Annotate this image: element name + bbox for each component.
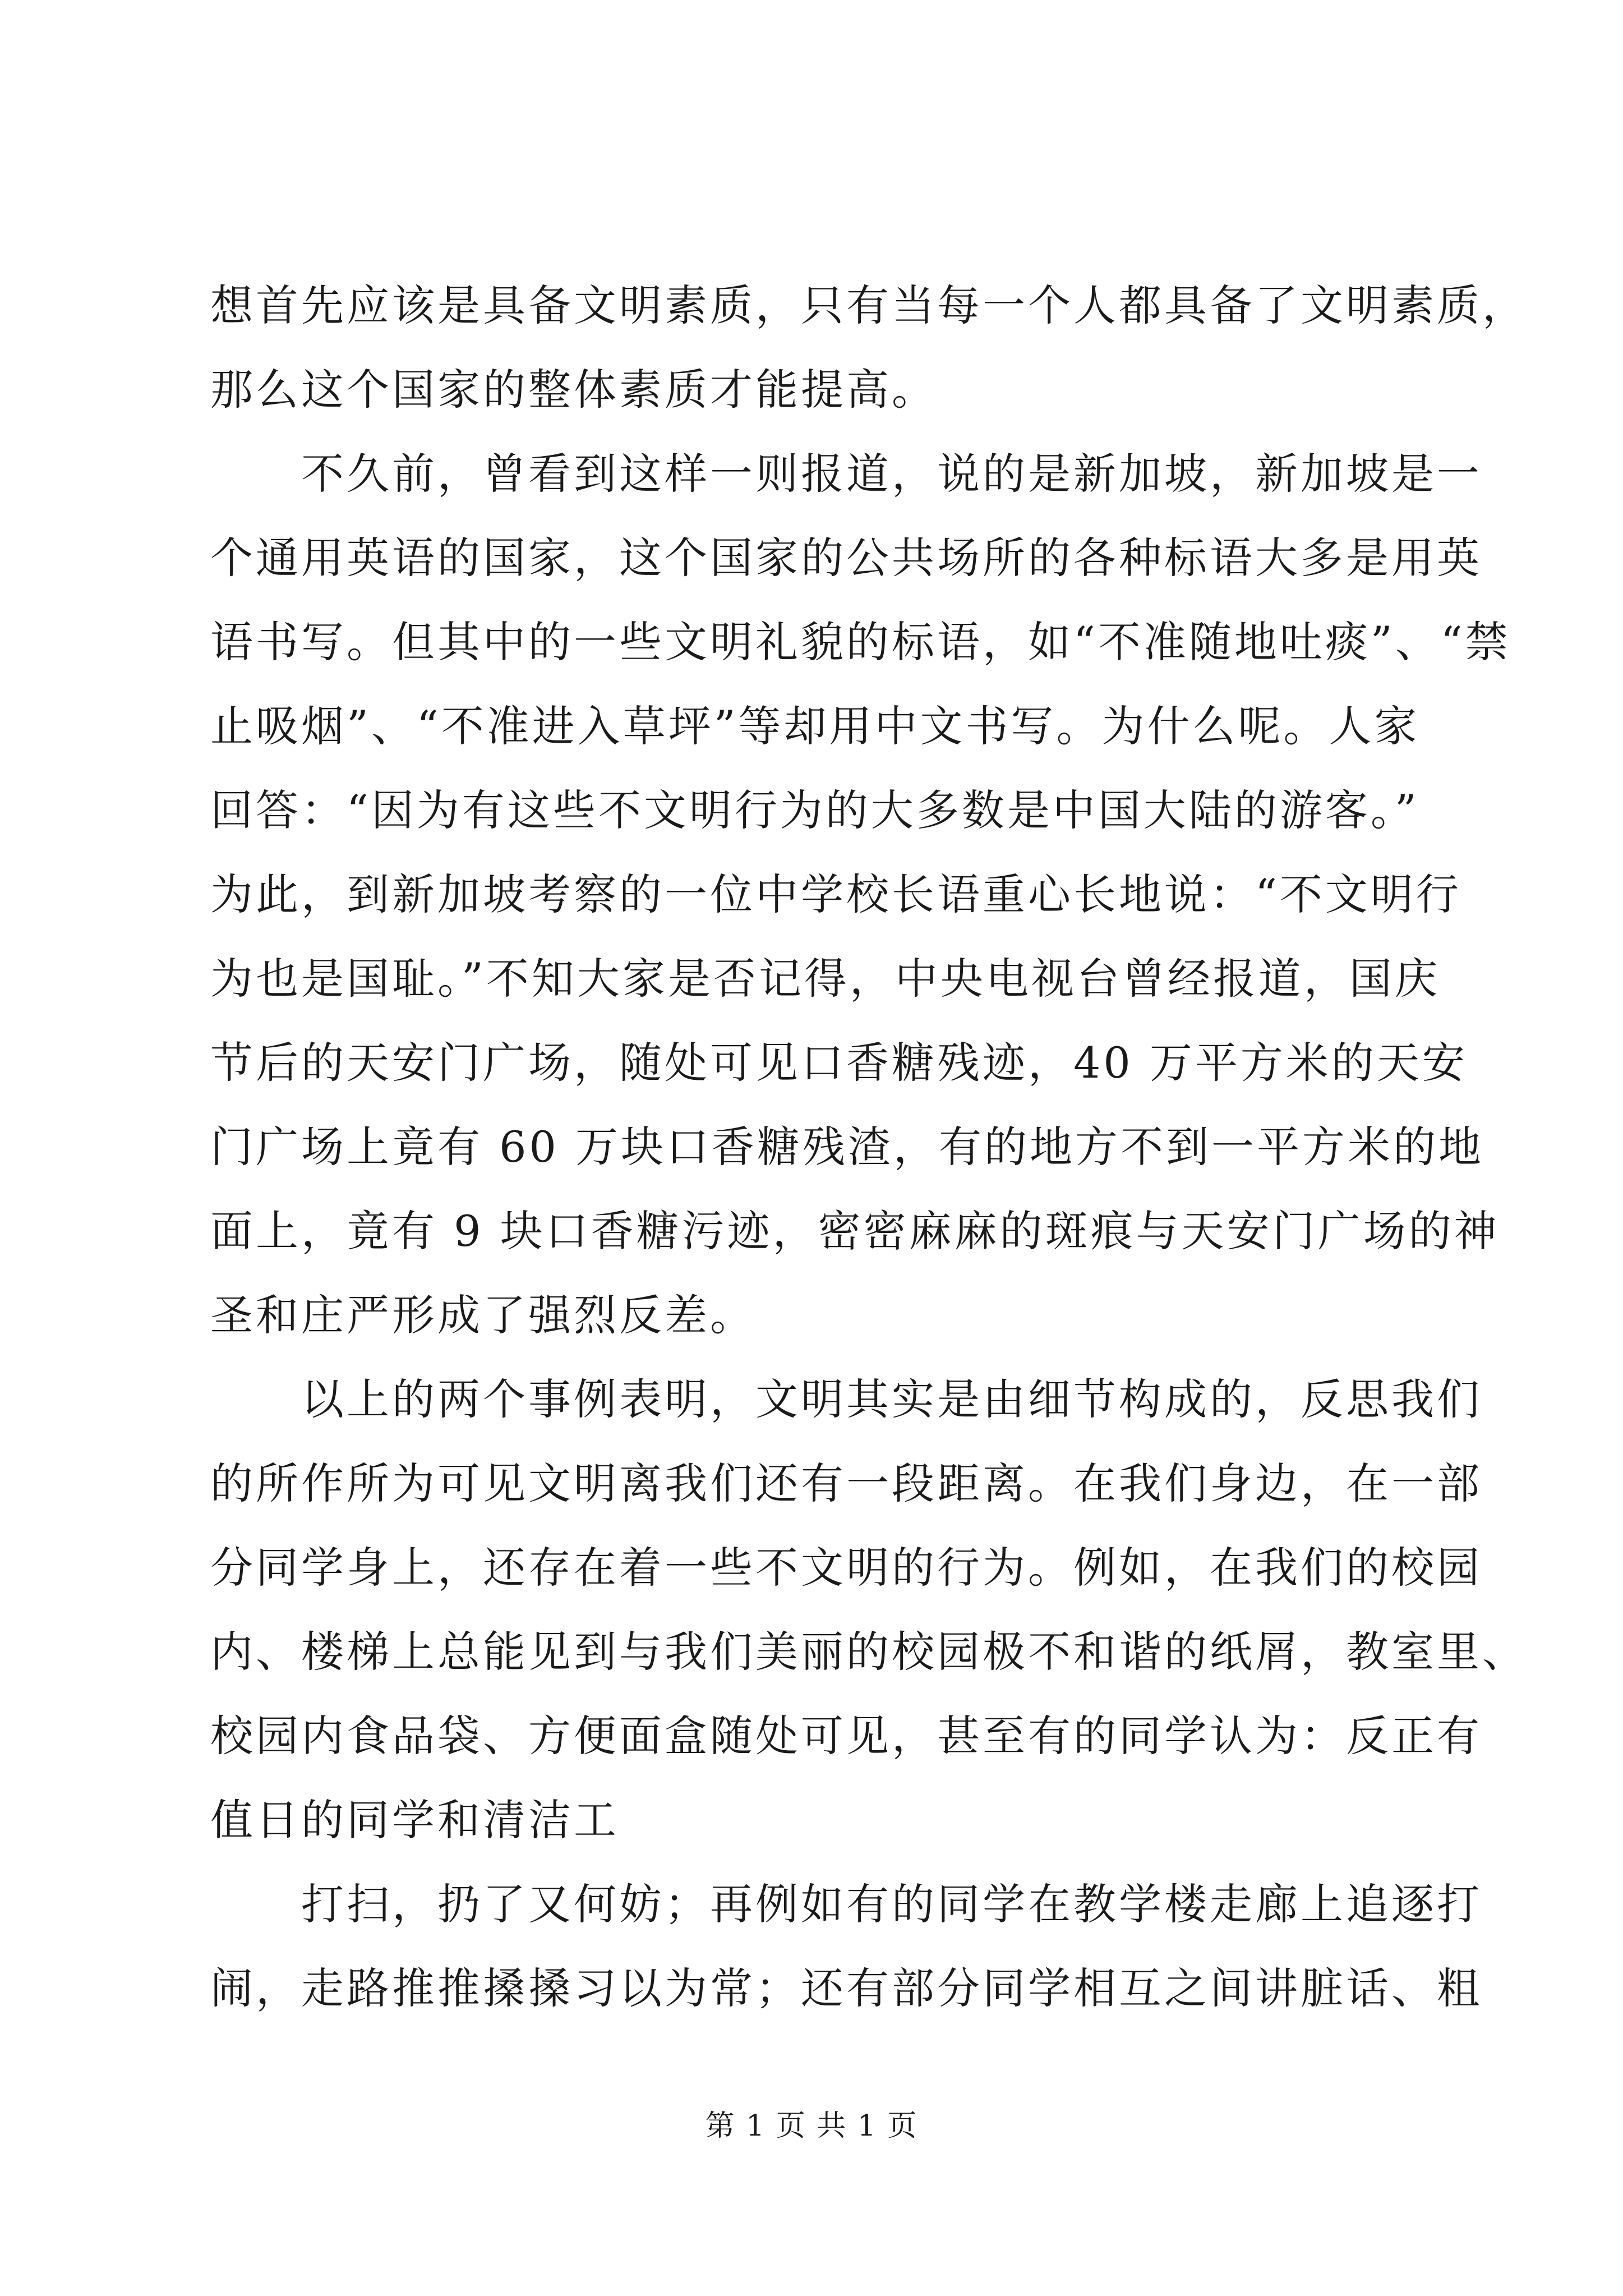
- text-line: 不久前，曾看到这样一则报道，说的是新加坡，新加坡是一: [210, 449, 1482, 499]
- body-text: [210, 264, 1528, 2031]
- page-footer: 第 1 页 共 1 页: [705, 2109, 918, 2143]
- text-line: 门广场上竟有 60 万块口香糖残渣，有的地方不到一平方米的地: [210, 1122, 1484, 1172]
- text-line: 打扫，扔了又何妨；再例如有的同学在教学楼走廊上追逐打: [210, 1879, 1482, 1929]
- text-line: 闹，走路推推搡搡习以为常；还有部分同学相互之间讲脏话、粗: [210, 1963, 1482, 2013]
- text-line: 分同学身上，还存在着一些不文明的行为。例如，在我们的校园: [210, 1543, 1482, 1593]
- text-line: 语书写。但其中的一些文明礼貌的标语，如“不准随地吐痰”、“禁: [210, 617, 1511, 667]
- text-line: 为也是国耻。”不知大家是否记得，中央电视台曾经报道，国庆: [210, 954, 1440, 1004]
- text-line: 为此，到新加坡考察的一位中学校长语重心长地说：“不文明行: [210, 869, 1461, 919]
- text-line: 回答：“因为有这些不文明行为的大多数是中国大陆的游客。”: [210, 785, 1419, 835]
- text-line: 内、楼梯上总能见到与我们美丽的校园极不和谐的纸屑，教室里、: [210, 1627, 1528, 1677]
- text-line: 值日的同学和清洁工: [210, 1795, 619, 1845]
- text-line: 节后的天安门广场，随处可见口香糖残迹，40 万平方米的天安: [210, 1038, 1468, 1088]
- text-line: 以上的两个事例表明，文明其实是由细节构成的，反思我们: [210, 1374, 1482, 1424]
- text-line: 的所作所为可见文明离我们还有一段距离。在我们身边，在一部: [210, 1458, 1482, 1508]
- text-line: 想首先应该是具备文明素质，只有当每一个人都具备了文明素质，: [210, 280, 1528, 330]
- text-line: 面上，竟有 9 块口香糖污迹，密密麻麻的斑痕与天安门广场的神: [210, 1206, 1500, 1256]
- text-line: 个通用英语的国家，这个国家的公共场所的各种标语大多是用英: [210, 533, 1482, 583]
- text-line: 校园内食品袋、方便面盒随处可见，甚至有的同学认为：反正有: [210, 1711, 1482, 1761]
- text-line: 那么这个国家的整体素质才能提高。: [210, 365, 937, 415]
- text-line: 圣和庄严形成了强烈反差。: [210, 1290, 755, 1340]
- text-line: 止吸烟”、“不准进入草坪”等却用中文书写。为什么呢。人家: [210, 701, 1420, 751]
